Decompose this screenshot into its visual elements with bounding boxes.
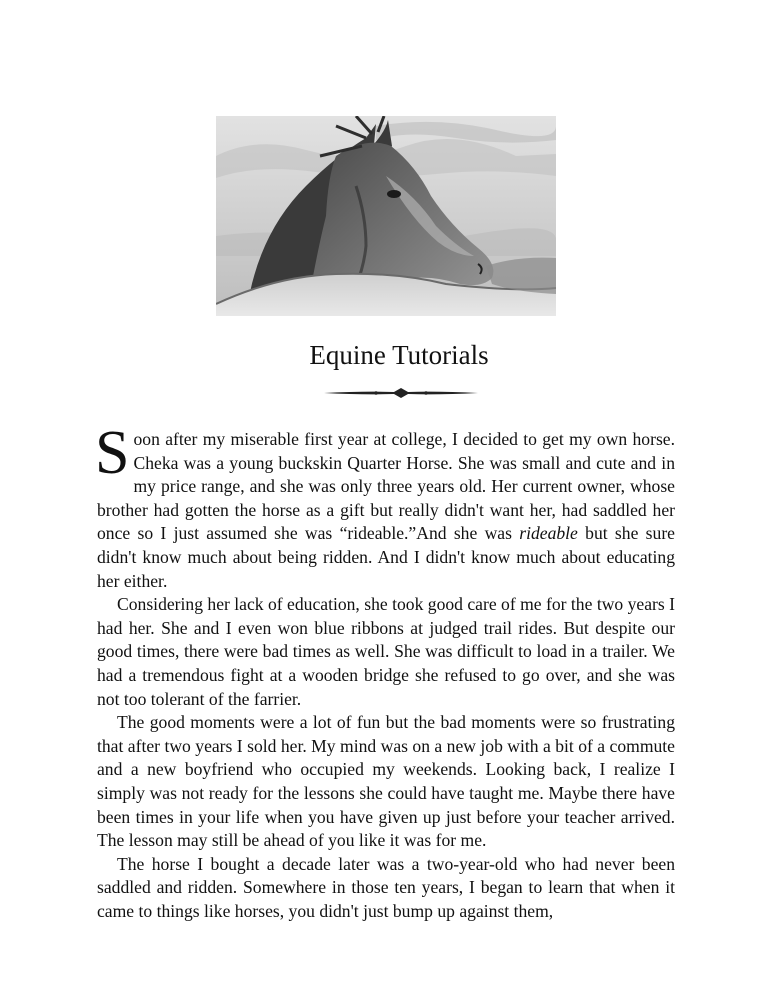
- drop-cap: S: [95, 419, 130, 487]
- paragraph-3: The good moments were a lot of fun but the bad moments were so frustrating that after two years I sold her. My mind was on a new job with a bit of a commute and a new boyfriend who occupied my weekends. Looking back, I realize I simply was not ready for the lessons she could have taught me. Maybe there have been times in your life when you have given up just before your teacher arrived. The lesson may still be ahead of you like it was for me.: [97, 712, 675, 851]
- chapter-title: Equine Tutorials: [309, 340, 489, 370]
- paragraph-1-text-b: but she sure didn't know much about being ridden. And I didn't know much about educating her either.: [97, 523, 675, 591]
- horse-head-illustration: [216, 116, 556, 316]
- horse-head-sketch-icon: [216, 116, 556, 316]
- chapter-body: [95, 419, 675, 923]
- paragraph-4: The horse I bought a decade later was a two-year-old who had never been saddled and ridden. Somewhere in those ten years, I began to learn that when it came to things like horses, you didn't just bump up against them,: [97, 853, 675, 921]
- paragraph-2: Considering her lack of education, she took good care of me for the two years I had her. She and I even won blue ribbons at judged trail rides. But despite our good times, there were bad times as well. She was difficult to load in a trailer. We had a tremendous fight at a wooden bridge she refused to go over, and she was not too tolerant of the farrier.: [97, 594, 675, 709]
- decorative-rule-icon: [324, 386, 478, 400]
- paragraph-1-text-a: oon after my miserable first year at college, I decided to get my own horse. Cheka was a young buckskin Quarter Horse. She was small and cute and in my price range, and she was only three years old. Her current owner, whose brother had gotten the horse as a gift but really didn't want her, had saddled her once so I just assumed she was “rideable.”And she was: [97, 429, 675, 544]
- paragraph-1: [95, 419, 675, 593]
- italic-word: rideable: [519, 523, 578, 544]
